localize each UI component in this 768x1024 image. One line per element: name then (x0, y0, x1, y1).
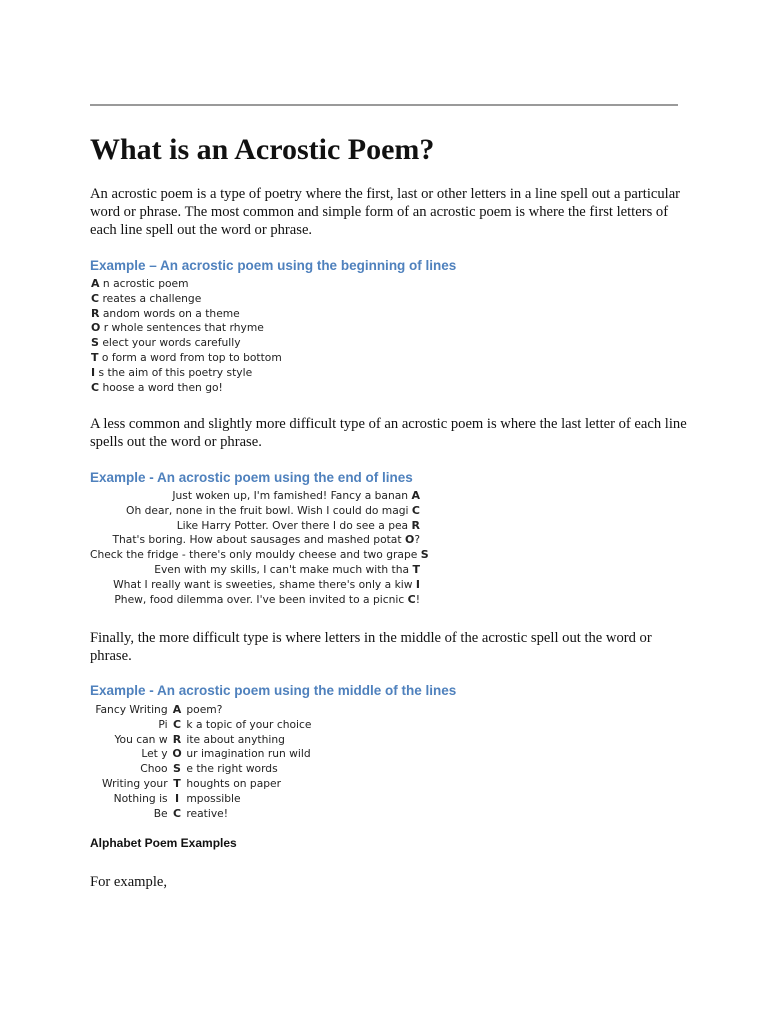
paragraph-middle-letters: Finally, the more difficult type is where letters in the middle of the acrostic spell out the word or phrase. (90, 630, 652, 664)
poem-line: What I really want is sweeties, shame there's only a kiw I (113, 577, 420, 591)
poem-line: T o form a word from top to bottom (91, 350, 282, 364)
poem-line: A n acrostic poem (91, 277, 189, 290)
page-title: What is an Acrostic Poem? (90, 133, 435, 166)
poem-line: Check the fridge - there's only mouldy cheese and two grape S (90, 548, 429, 562)
horizontal-rule (90, 104, 678, 106)
poem-line: R andom words on a theme (91, 306, 240, 320)
poem-line: Oh dear, none in the fruit bowl. Wish I could do magi C (126, 503, 420, 517)
poem-line: Just woken up, I'm famished! Fancy a banan A (172, 489, 420, 502)
closing-text: For example, (90, 874, 168, 890)
poem-line: That's boring. How about sausages and mashed potat O? (112, 533, 420, 547)
acrostic-poem-beginning (91, 277, 282, 395)
example-3-heading: Example - An acrostic poem using the middle of the lines (90, 683, 457, 698)
example-2-heading: Example - An acrostic poem using the end of lines (90, 470, 413, 485)
poem-line: I s the aim of this poetry style (91, 365, 253, 379)
poem-line: S elect your words carefully (91, 336, 241, 350)
poem-line: C reates a challenge (91, 291, 202, 305)
poem-line: O r whole sentences that rhyme (91, 321, 264, 335)
poem-line: Like Harry Potter. Over there I do see a pea R (176, 518, 420, 532)
paragraph-last-letters: A less common and slightly more difficult type of an acrostic poem is where the last letter of each line spells out the word or phrase. (90, 416, 687, 450)
acrostic-poem-end (90, 489, 429, 607)
intro-paragraph: An acrostic poem is a type of poetry where the first, last or other letters in a line spell out a particular word or phrase. The most common and simple form of an acrostic poem is where the first letters of each line spell out the word or phrase. (90, 186, 681, 238)
alphabet-poem-subheading: Alphabet Poem Examples (90, 836, 237, 850)
poem-line: C hoose a word then go! (91, 380, 223, 394)
poem-line: Phew, food dilemma over. I've been invited to a picnic C! (114, 592, 420, 606)
example-1-heading: Example – An acrostic poem using the beginning of lines (90, 258, 457, 273)
poem-line: Even with my skills, I can't make much with tha T (154, 562, 420, 576)
